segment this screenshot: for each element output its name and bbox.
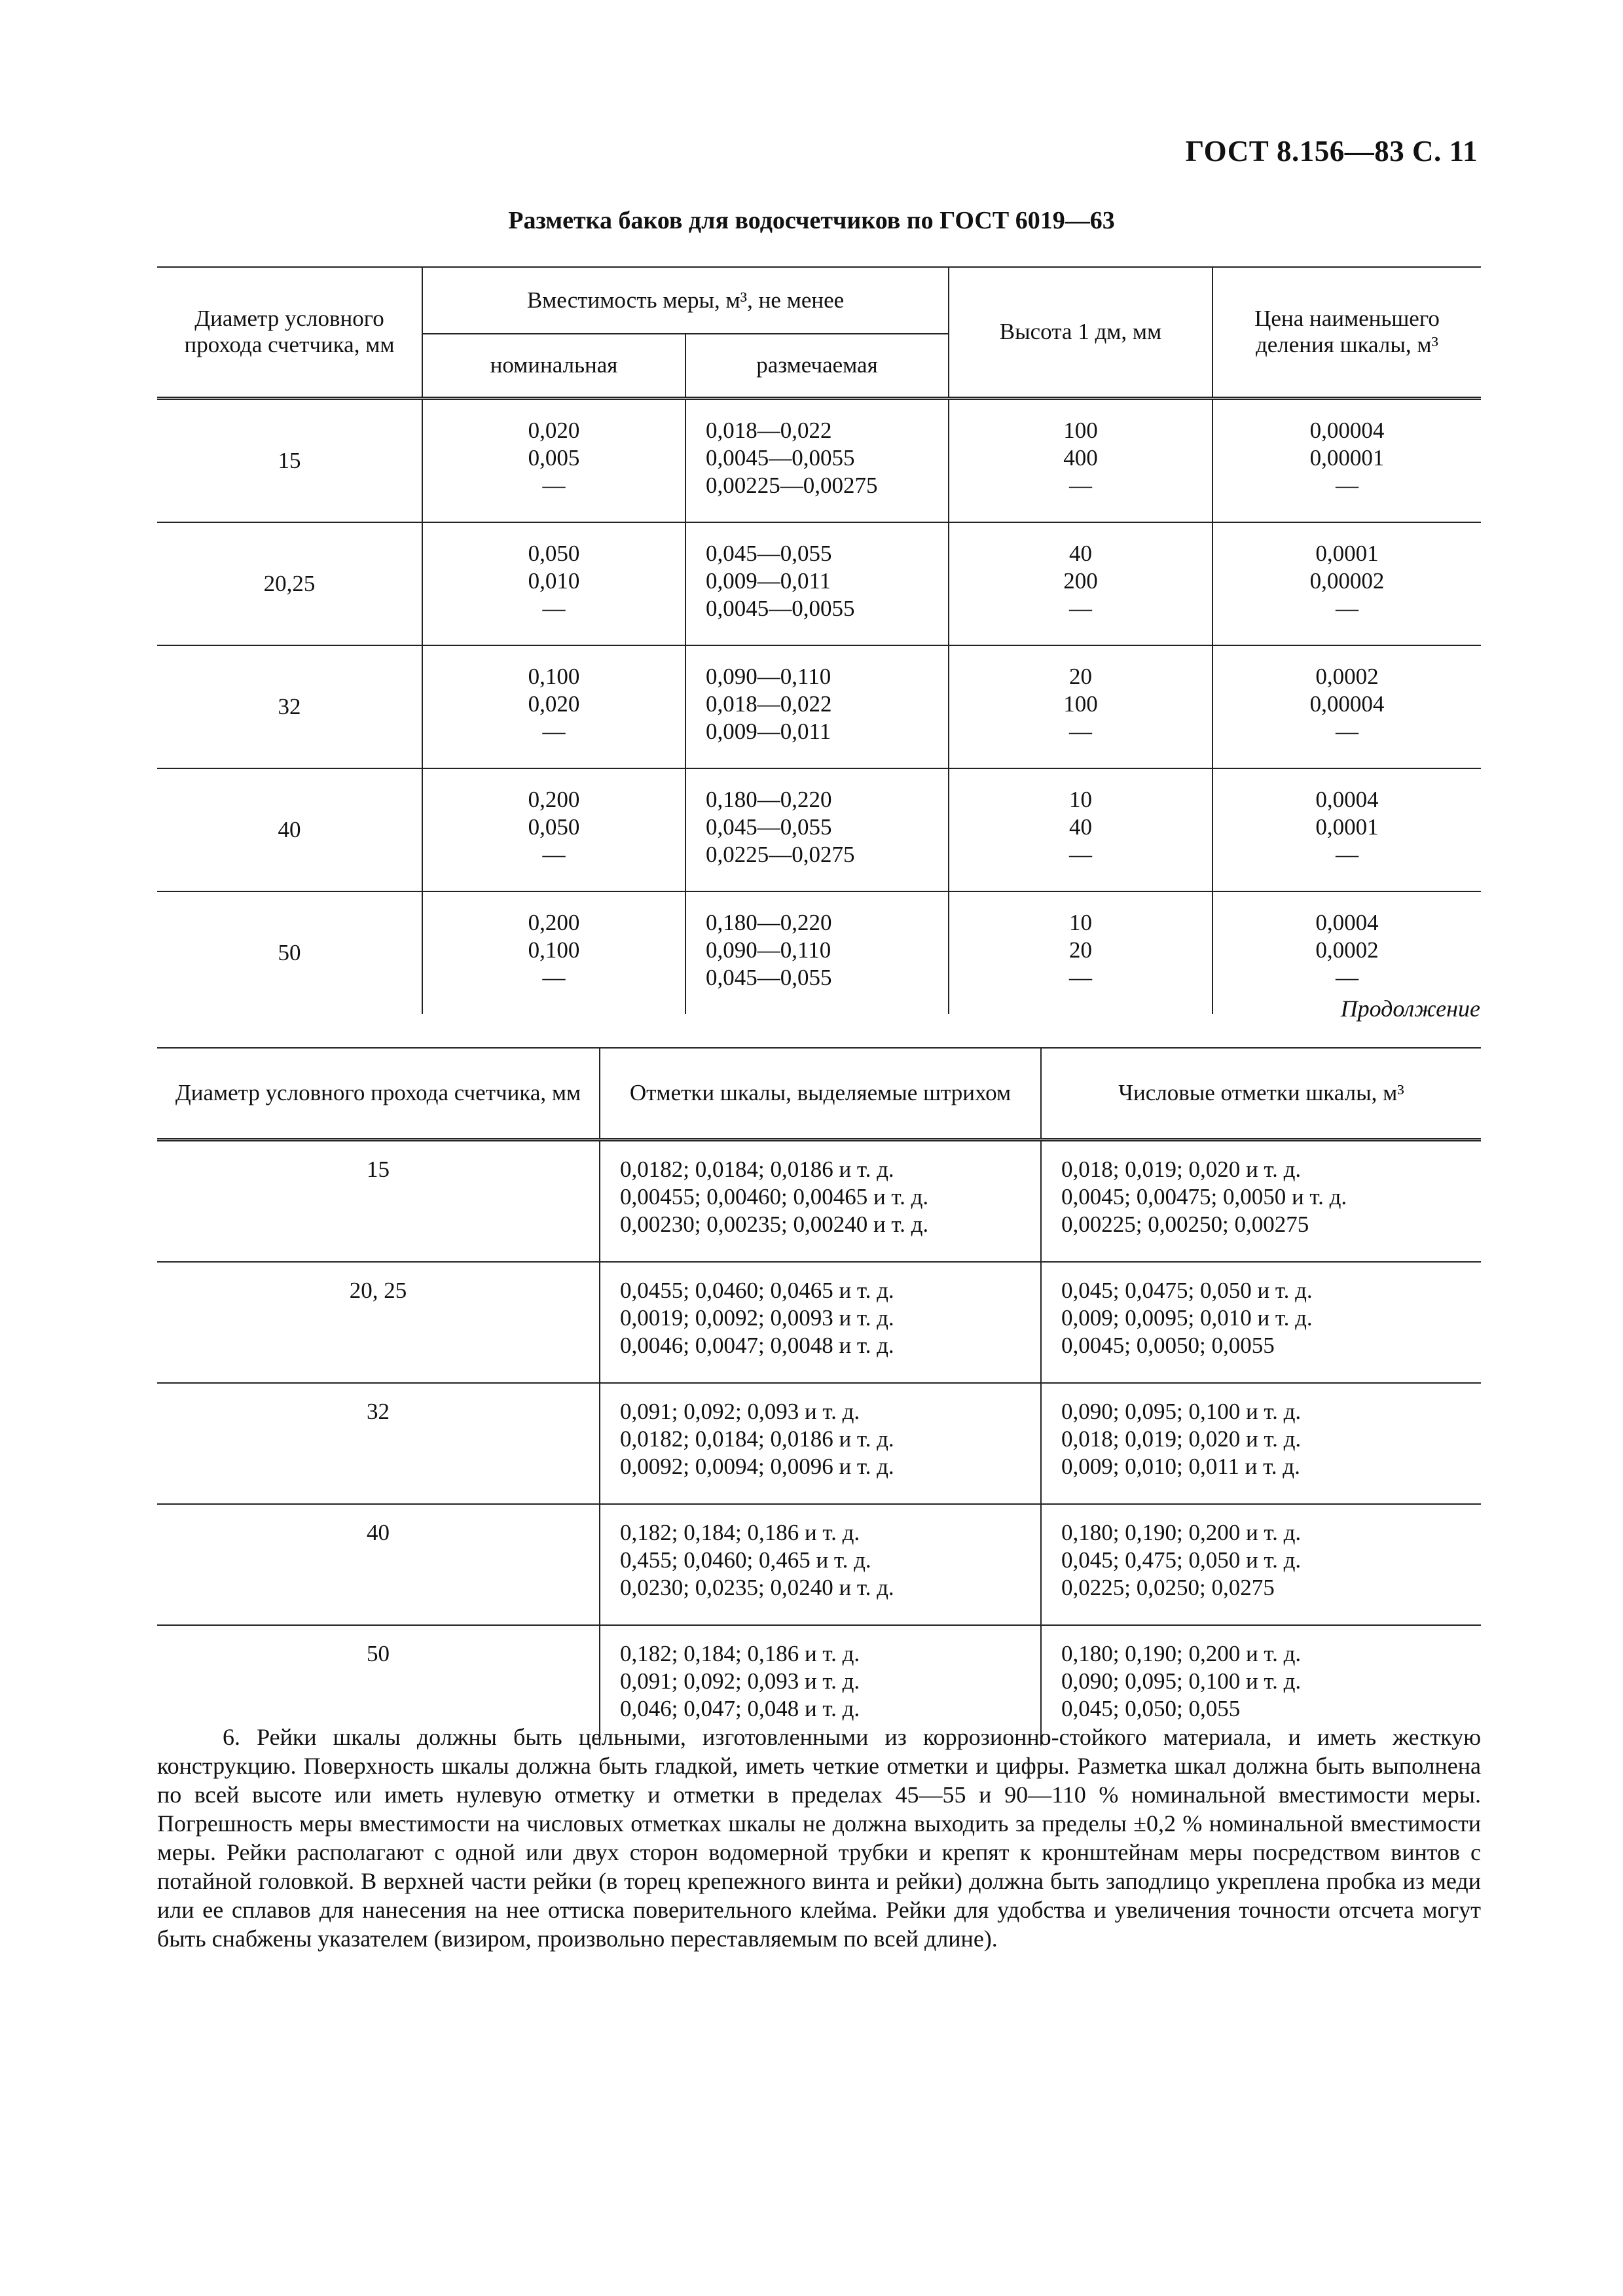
cell-line: 0,0002	[1315, 663, 1379, 689]
cell-line: 0,018; 0,019; 0,020 и т. д.	[1061, 1156, 1302, 1182]
cell-line: 0,0225; 0,0250; 0,0275	[1061, 1574, 1275, 1600]
stroke-marks-cell	[600, 1504, 1041, 1625]
cell-line: 0,0092; 0,0094; 0,0096 и т. д.	[620, 1453, 894, 1479]
cell-line: 0,00004	[1309, 417, 1385, 443]
cell-line: 0,00455; 0,00460; 0,00465 и т. д.	[620, 1183, 929, 1210]
cell-line: 400	[1063, 444, 1098, 471]
cell-line: 0,0182; 0,0184; 0,0186 и т. д.	[620, 1156, 894, 1182]
diameter-cell: 32	[157, 645, 422, 768]
cell-line: 0,020	[528, 691, 580, 717]
cell-line: 0,182; 0,184; 0,186 и т. д.	[620, 1640, 860, 1666]
cell-line: 0,0001	[1315, 540, 1379, 566]
header-diameter: Диаметр условного прохода счетчика, мм	[157, 267, 422, 398]
cell-line: 0,018—0,022	[706, 417, 832, 443]
division-cell	[1213, 768, 1481, 891]
table-row	[157, 891, 1481, 1014]
diameter-cell: 15	[157, 1139, 600, 1262]
table-row	[157, 522, 1481, 645]
cell-line: —	[1336, 595, 1359, 621]
cell-line: 0,200	[528, 909, 580, 935]
table-row	[157, 1504, 1481, 1625]
cell-line: —	[1069, 472, 1092, 498]
cell-line: 200	[1063, 567, 1098, 594]
cell-line: 0,046; 0,047; 0,048 и т. д.	[620, 1695, 860, 1721]
header-marked: размечаемая	[685, 334, 949, 398]
cell-line: 0,009—0,011	[706, 718, 831, 744]
cell-line: 0,182; 0,184; 0,186 и т. д.	[620, 1519, 860, 1545]
cell-line: 100	[1063, 417, 1098, 443]
table-row	[157, 1383, 1481, 1504]
cell-line: 0,045; 0,050; 0,055	[1061, 1695, 1241, 1721]
scale-marks-table	[157, 1047, 1481, 1746]
nominal-cell	[422, 645, 685, 768]
diameter-cell: 50	[157, 891, 422, 1014]
cell-line: 100	[1063, 691, 1098, 717]
diameter-cell: 20, 25	[157, 1262, 600, 1383]
header-stroke-marks: Отметки шкалы, выделяемые штрихом	[600, 1048, 1041, 1139]
table-row	[157, 645, 1481, 768]
cell-line: 0,090; 0,095; 0,100 и т. д.	[1061, 1398, 1302, 1424]
cell-line: 0,00002	[1309, 567, 1385, 594]
height-cell	[949, 768, 1213, 891]
numeric-marks-cell	[1041, 1383, 1481, 1504]
diameter-cell: 50	[157, 1625, 600, 1746]
cell-line: —	[542, 964, 566, 990]
cell-line: 0,200	[528, 786, 580, 812]
cell-line: 0,045—0,055	[706, 814, 832, 840]
table-title: Разметка баков для водосчетчиков по ГОСТ 6019—63	[508, 207, 1115, 234]
cell-line: 0,100	[528, 937, 580, 963]
header-numeric-marks: Числовые отметки шкалы, м³	[1041, 1048, 1481, 1139]
marked-cell	[685, 398, 949, 522]
cell-line: 0,018; 0,019; 0,020 и т. д.	[1061, 1426, 1302, 1452]
page-header: ГОСТ 8.156—83 С. 11	[1185, 135, 1478, 168]
cell-line: 0,100	[528, 663, 580, 689]
division-cell	[1213, 522, 1481, 645]
header-height: Высота 1 дм, мм	[949, 267, 1213, 398]
height-cell	[949, 645, 1213, 768]
table-row	[157, 768, 1481, 891]
cell-line: 0,180; 0,190; 0,200 и т. д.	[1061, 1519, 1302, 1545]
height-cell	[949, 891, 1213, 1014]
cell-line: 0,0182; 0,0184; 0,0186 и т. д.	[620, 1426, 894, 1452]
cell-line: —	[1069, 595, 1092, 621]
header-diameter: Диаметр условного прохода счетчика, мм	[157, 1048, 600, 1139]
table-row	[157, 1262, 1481, 1383]
cell-line: 0,091; 0,092; 0,093 и т. д.	[620, 1668, 860, 1694]
cell-line: 0,00230; 0,00235; 0,00240 и т. д.	[620, 1211, 929, 1237]
cell-line: 10	[1069, 909, 1092, 935]
cell-line: 0,0455; 0,0460; 0,0465 и т. д.	[620, 1277, 894, 1303]
cell-line: 0,009; 0,0095; 0,010 и т. д.	[1061, 1304, 1313, 1331]
header-nominal: номинальная	[422, 334, 685, 398]
cell-line: 0,0004	[1315, 786, 1379, 812]
cell-line: 0,009—0,011	[706, 567, 831, 594]
cell-line: —	[1336, 964, 1359, 990]
cell-line: 0,0045; 0,0050; 0,0055	[1061, 1332, 1275, 1358]
cell-line: 0,090—0,110	[706, 663, 831, 689]
numeric-marks-cell	[1041, 1504, 1481, 1625]
continuation-label: Продолжение	[1340, 996, 1480, 1022]
table-row	[157, 398, 1481, 522]
cell-line: 0,050	[528, 814, 580, 840]
height-cell	[949, 522, 1213, 645]
cell-line: 0,0019; 0,0092; 0,0093 и т. д.	[620, 1304, 894, 1331]
cell-line: 0,180; 0,190; 0,200 и т. д.	[1061, 1640, 1302, 1666]
cell-line: 0,0045; 0,00475; 0,0050 и т. д.	[1061, 1183, 1347, 1210]
cell-line: 0,00001	[1309, 444, 1385, 471]
stroke-marks-cell	[600, 1139, 1041, 1262]
division-cell	[1213, 398, 1481, 522]
cell-line: 0,455; 0,0460; 0,465 и т. д.	[620, 1547, 871, 1573]
diameter-cell: 40	[157, 1504, 600, 1625]
marked-cell	[685, 768, 949, 891]
paragraph-6: 6. Рейки шкалы должны быть цельными, изготовленными из коррозионно-стойкого материала, и иметь жесткую конструкцию. Поверхность шкалы должна быть гладкой, иметь четкие отметки и цифры. Разметка шкал должна быть выполнена по всей высоте или иметь нулевую отметку и отметки в пределах 45—55 и 90—110 % номинальной вместимости меры. Погрешность меры вместимости на числовых отметках шкалы не должна выходить за пределы ±0,2 % номинальной вместимости меры. Рейки располагают с одной или двух сторон водомерной трубки и крепят к кронштейнам меры посредством винтов с потайной головкой. В верхней части рейки (в торец крепежного винта и рейки) должна быть заподлицо укреплена пробка из меди или ее сплавов для нанесения на нее оттиска поверительного клейма. Рейки для удобства и увеличения точности отсчета могут быть снабжены указателем (визиром, произвольно переставляемым по всей длине).	[157, 1724, 1481, 1952]
cell-line: 0,018—0,022	[706, 691, 832, 717]
cell-line: 0,0045—0,0055	[706, 595, 855, 621]
cell-line: 0,045—0,055	[706, 540, 832, 566]
cell-line: —	[542, 472, 566, 498]
cell-line: 0,0004	[1315, 909, 1379, 935]
cell-line: 0,005	[528, 444, 580, 471]
cell-line: 0,00225—0,00275	[706, 472, 878, 498]
cell-line: 0,020	[528, 417, 580, 443]
marked-cell	[685, 522, 949, 645]
cell-line: —	[542, 595, 566, 621]
diameter-cell: 15	[157, 398, 422, 522]
marked-cell	[685, 645, 949, 768]
stroke-marks-cell	[600, 1262, 1041, 1383]
cell-line: 0,0045—0,0055	[706, 444, 855, 471]
cell-line: —	[1069, 841, 1092, 867]
cell-line: 0,009; 0,010; 0,011 и т. д.	[1061, 1453, 1300, 1479]
cell-line: 0,0002	[1315, 937, 1379, 963]
cell-line: —	[1336, 841, 1359, 867]
cell-line: —	[542, 718, 566, 744]
numeric-marks-cell	[1041, 1262, 1481, 1383]
diameter-cell: 40	[157, 768, 422, 891]
cell-line: 0,091; 0,092; 0,093 и т. д.	[620, 1398, 860, 1424]
cell-line: 20	[1069, 663, 1092, 689]
cell-line: —	[1069, 718, 1092, 744]
nominal-cell	[422, 522, 685, 645]
cell-line: —	[542, 841, 566, 867]
cell-line: 10	[1069, 786, 1092, 812]
cell-line: 40	[1069, 540, 1092, 566]
cell-line: 0,180—0,220	[706, 909, 832, 935]
diameter-cell: 20,25	[157, 522, 422, 645]
cell-line: 0,045—0,055	[706, 964, 832, 990]
cell-line: 40	[1069, 814, 1092, 840]
cell-line: 0,180—0,220	[706, 786, 832, 812]
header-division: Цена наименьшего деления шкалы, м³	[1213, 267, 1481, 398]
height-cell	[949, 398, 1213, 522]
cell-line: 0,00004	[1309, 691, 1385, 717]
cell-line: 0,010	[528, 567, 580, 594]
cell-line: 0,0001	[1315, 814, 1379, 840]
cell-line: 0,050	[528, 540, 580, 566]
cell-line: 0,0225—0,0275	[706, 841, 855, 867]
cell-line: —	[1336, 718, 1359, 744]
nominal-cell	[422, 398, 685, 522]
cell-line: —	[1336, 472, 1359, 498]
cell-line: 0,045; 0,0475; 0,050 и т. д.	[1061, 1277, 1313, 1303]
cell-line: 20	[1069, 937, 1092, 963]
cell-line: 0,0230; 0,0235; 0,0240 и т. д.	[620, 1574, 894, 1600]
diameter-cell: 32	[157, 1383, 600, 1504]
cell-line: —	[1069, 964, 1092, 990]
stroke-marks-cell	[600, 1383, 1041, 1504]
division-cell	[1213, 645, 1481, 768]
cell-line: 0,0046; 0,0047; 0,0048 и т. д.	[620, 1332, 894, 1358]
cell-line: 0,090; 0,095; 0,100 и т. д.	[1061, 1668, 1302, 1694]
cell-line: 0,090—0,110	[706, 937, 831, 963]
cell-line: 0,045; 0,475; 0,050 и т. д.	[1061, 1547, 1302, 1573]
numeric-marks-cell	[1041, 1139, 1481, 1262]
nominal-cell	[422, 891, 685, 1014]
marked-cell	[685, 891, 949, 1014]
nominal-cell	[422, 768, 685, 891]
cell-line: 0,00225; 0,00250; 0,00275	[1061, 1211, 1309, 1237]
tank-marking-table	[157, 266, 1481, 1014]
header-capacity: Вместимость меры, м³, не менее	[422, 267, 949, 334]
table-row	[157, 1139, 1481, 1262]
